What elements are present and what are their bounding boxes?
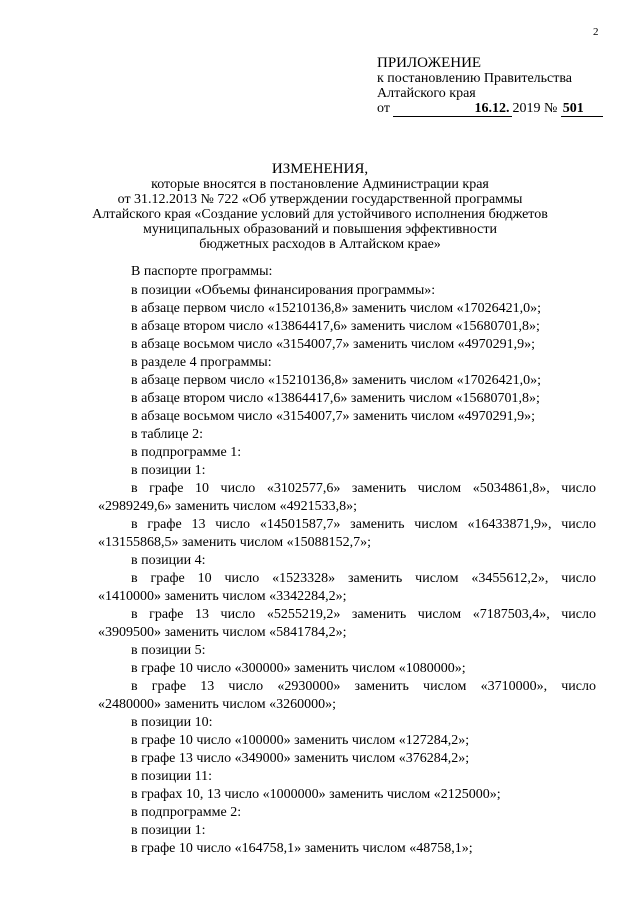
order-date-line [377, 101, 603, 117]
body-line: в позиции 10: [131, 715, 213, 730]
body-line: в позиции 1: [131, 823, 206, 838]
body-line: в графе 10 число «300000» заменить числом «1080000»; [131, 661, 466, 676]
body-line: в графе 13 число «5255219,2» заменить числом «7187503,4», число [131, 607, 596, 622]
heading-line: бюджетных расходов в Алтайском крае» [199, 237, 441, 252]
body-line: «2480000» заменить числом «3260000»; [98, 697, 337, 712]
body-line: в подпрограмме 1: [131, 445, 242, 460]
body-line: в абзаце втором число «13864417,6» заменить числом «15680701,8»; [131, 319, 540, 334]
body-line: в абзаце восьмом число «3154007,7» заменить числом «4970291,9»; [131, 337, 536, 352]
body-line: в графе 13 число «2930000» заменить числом «3710000», число [131, 679, 596, 694]
body-line: «13155868,5» заменить числом «15088152,7»; [98, 535, 372, 550]
body-line: в абзаце восьмом число «3154007,7» заменить числом «4970291,9»; [131, 409, 536, 424]
body-line: в абзаце первом число «15210136,8» заменить числом «17026421,0»; [131, 373, 541, 388]
document-heading [0, 162, 640, 252]
body-line: В паспорте программы: [131, 264, 273, 279]
appendix-line-2: Алтайского края [377, 86, 476, 101]
order-year: 2019 [512, 101, 541, 116]
heading-line: Алтайского края «Создание условий для устойчивого исполнения бюджетов [92, 207, 548, 222]
body-line: «1410000» заменить числом «3342284,2»; [98, 589, 347, 604]
body-line: в подпрограмме 2: [131, 805, 242, 820]
body-line: в позиции 11: [131, 769, 212, 784]
body-line: в таблице 2: [131, 427, 203, 442]
heading-line: от 31.12.2013 № 722 «Об утверждении государственной программы [117, 192, 523, 207]
heading-line: муниципальных образований и повышения эффективности [143, 222, 497, 237]
number-sign: № [543, 101, 558, 116]
body-line: «2989249,6» заменить числом «4921533,8»; [98, 499, 358, 514]
appendix-line-1: к постановлению Правительства [377, 71, 573, 86]
order-number: 501 [561, 101, 603, 117]
body-line: в позиции 4: [131, 553, 206, 568]
body-line: «3909500» заменить числом «5841784,2»; [98, 625, 347, 640]
appendix-title: ПРИЛОЖЕНИЕ [377, 55, 482, 71]
body-line: в графе 10 число «164758,1» заменить числом «48758,1»; [131, 841, 473, 856]
order-date: 16.12. [393, 101, 512, 117]
body-line: в графе 10 число «1523328» заменить числом «3455612,2», число [131, 571, 596, 586]
body-line: в позиции 5: [131, 643, 206, 658]
date-prefix: от [377, 101, 390, 116]
body-line: в абзаце первом число «15210136,8» заменить числом «17026421,0»; [131, 301, 541, 316]
appendix-block [377, 56, 603, 117]
body-line: в абзаце втором число «13864417,6» заменить числом «15680701,8»; [131, 391, 540, 406]
body-line: в позиции «Объемы финансирования программы»: [131, 283, 436, 298]
body-line: в разделе 4 программы: [131, 355, 272, 370]
body-line: в графе 13 число «14501587,7» заменить числом «16433871,9», число [131, 517, 596, 532]
heading-title: ИЗМЕНЕНИЯ, [271, 161, 369, 177]
body-line: в графах 10, 13 число «1000000» заменить числом «2125000»; [131, 787, 501, 802]
body-line: в позиции 1: [131, 463, 206, 478]
heading-line: которые вносятся в постановление Администрации края [151, 177, 489, 192]
body-line: в графе 10 число «3102577,6» заменить числом «5034861,8», число [131, 481, 596, 496]
body-line: в графе 10 число «100000» заменить числом «127284,2»; [131, 733, 470, 748]
body-line: в графе 13 число «349000» заменить числом «376284,2»; [131, 751, 470, 766]
page-number: 2 [593, 26, 599, 38]
